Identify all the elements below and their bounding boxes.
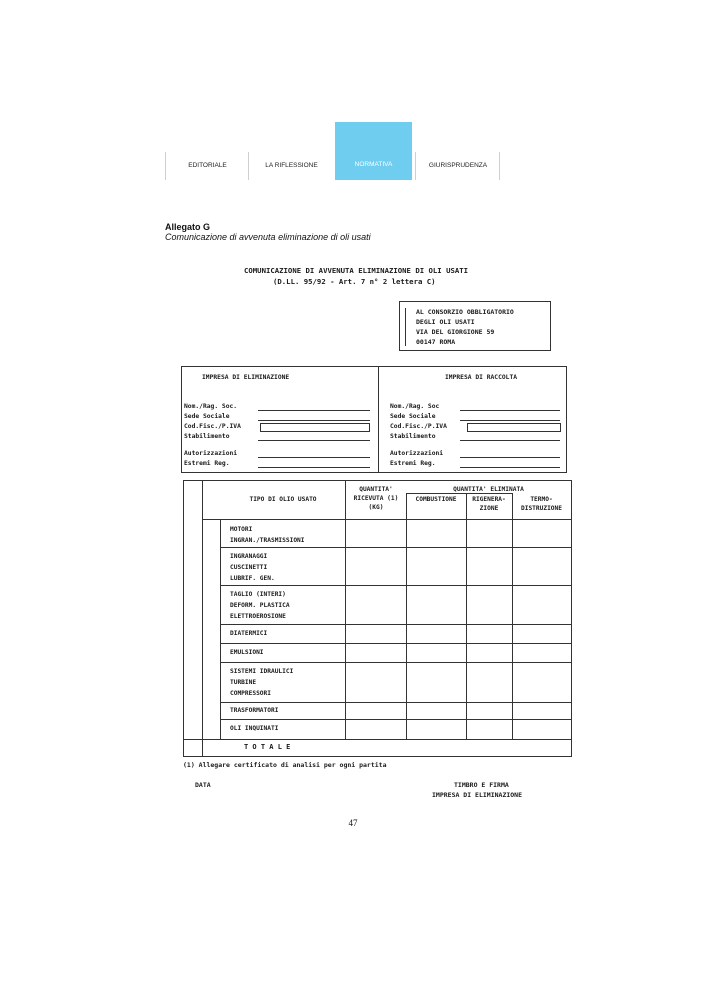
- address-box: [399, 301, 551, 351]
- field-label: Stabilimento: [390, 433, 436, 440]
- field-label: Autorizzazioni: [390, 450, 444, 457]
- right-section-title: IMPRESA DI RACCOLTA: [445, 374, 518, 381]
- field-label: Sede Sociale: [184, 413, 230, 420]
- col-header-eliminata: QUANTITA' ELIMINATA: [453, 486, 524, 493]
- col-header-ricevuta: QUANTITA' RICEVUTA (1) (KG): [353, 486, 399, 511]
- field-label: Nom./Rag. Soc.: [184, 403, 238, 410]
- address-line: 00147 ROMA: [416, 338, 456, 346]
- col-header-combustione: COMBUSTIONE: [415, 496, 457, 503]
- field-label: Cod.Fisc./P.IVA: [390, 423, 447, 430]
- tab-normativa[interactable]: NORMATIVA: [335, 122, 412, 180]
- col-header-rigenerazione: RIGENERA- ZIONE: [472, 496, 506, 512]
- table-row: DIATERMICI: [230, 630, 268, 637]
- field-label: Sede Sociale: [390, 413, 436, 420]
- field-label: Cod.Fisc./P.IVA: [184, 423, 241, 430]
- table-row: EMULSIONI: [230, 649, 264, 656]
- table-total-label: T O T A L E: [244, 743, 291, 751]
- table-row: SISTEMI IDRAULICI TURBINE COMPRESSORI: [230, 668, 294, 697]
- field-label: Nom./Rag. Soc: [390, 403, 440, 410]
- field-label: Estremi Reg.: [390, 460, 436, 467]
- footnote: (1) Allegare certificato di analisi per ogni partita: [183, 761, 387, 769]
- col-header-termo: TERMO- DISTRUZIONE: [521, 496, 562, 512]
- signature-company: IMPRESA DI ELIMINAZIONE: [432, 791, 523, 799]
- address-line: AL CONSORZIO OBBLIGATORIO: [416, 308, 514, 316]
- left-section-title: IMPRESA DI ELIMINAZIONE: [202, 374, 290, 381]
- address-line: VIA DEL GIORGIONE 59: [416, 328, 495, 336]
- oil-table: [183, 480, 572, 757]
- table-row: INGRANAGGI CUSCINETTI LUBRIF. GEN.: [230, 553, 275, 582]
- table-row: MOTORI INGRAN./TRASMISSIONI: [230, 526, 305, 544]
- company-box: [181, 366, 567, 473]
- tab-giurisprudenza[interactable]: GIURISPRUDENZA: [415, 152, 500, 180]
- field-label: Autorizzazioni: [184, 450, 238, 457]
- field-input: [260, 423, 370, 432]
- tab-editoriale[interactable]: EDITORIALE: [165, 152, 249, 180]
- page-number: 47: [348, 818, 358, 828]
- date-label: DATA: [195, 781, 211, 789]
- nav-divider: [499, 152, 500, 180]
- table-row: TAGLIO (INTERI) DEFORM. PLASTICA ELETTROEROSIONE: [230, 591, 290, 620]
- address-line: DEGLI OLI USATI: [416, 318, 475, 326]
- field-label: Stabilimento: [184, 433, 230, 440]
- section-nav: [165, 122, 500, 180]
- tab-la-riflessione[interactable]: LA RIFLESSIONE: [248, 152, 334, 180]
- form-title: COMUNICAZIONE DI AVVENUTA ELIMINAZIONE DI OLI USATI: [244, 266, 469, 275]
- form-subtitle: (D.LL. 95/92 - Art. 7 n° 2 lettera C): [273, 277, 436, 286]
- col-header-tipo: TIPO DI OLIO USATO: [249, 496, 317, 503]
- field-input: [467, 423, 561, 432]
- field-label: Estremi Reg.: [184, 460, 230, 467]
- table-row: TRASFORMATORI: [230, 707, 279, 714]
- page-subheading: Comunicazione di avvenuta eliminazione di oli usati: [165, 232, 371, 242]
- page-heading: Allegato G: [165, 222, 211, 232]
- signature-label: TIMBRO E FIRMA: [454, 781, 509, 789]
- table-row: OLI INQUINATI: [230, 725, 279, 732]
